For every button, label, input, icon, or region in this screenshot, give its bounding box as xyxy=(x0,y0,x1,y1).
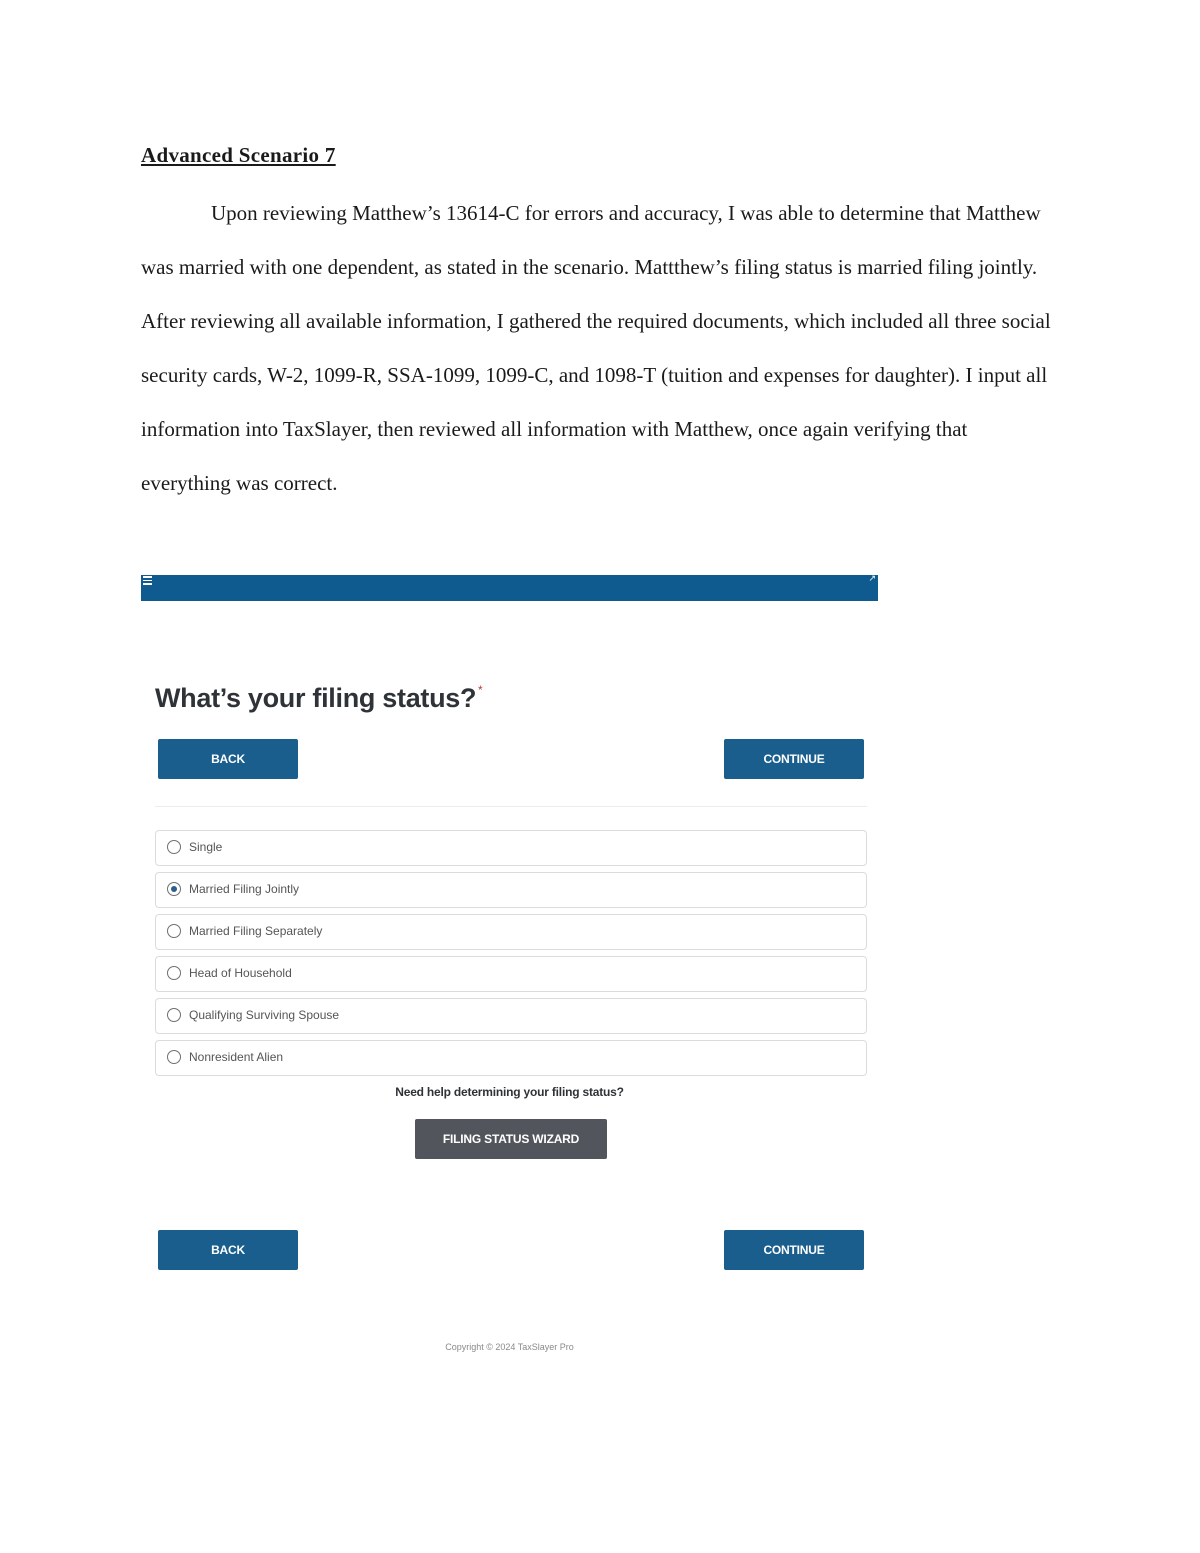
hamburger-menu-icon[interactable] xyxy=(143,576,152,585)
continue-button-bottom[interactable]: CONTINUE xyxy=(724,1230,864,1270)
radio-button[interactable] xyxy=(167,840,181,854)
divider xyxy=(155,806,867,807)
radio-button[interactable] xyxy=(167,1008,181,1022)
required-asterisk: * xyxy=(478,683,483,697)
filing-status-wizard-button[interactable]: FILING STATUS WIZARD xyxy=(415,1119,607,1159)
option-label: Nonresident Alien xyxy=(189,1050,284,1064)
option-label: Single xyxy=(189,840,223,854)
option-label: Head of Household xyxy=(189,966,292,980)
copyright-text: Copyright © 2024 TaxSlayer Pro xyxy=(445,1342,574,1352)
option-qualifying-surviving-spouse[interactable] xyxy=(155,998,867,1034)
document-paragraph: Upon reviewing Matthew’s 13614-C for errors and accuracy, I was able to determine that Matthew was married with one dependent, as stated in the scenario. Mattthew’s filing status is married filing jointly. After reviewing all available information, I gathered the required documents, which included all three social security cards, W-2, 1099-R, SSA-1099, 1099-C, and 1098-T (tuition and expenses for daughter). I input all information into TaxSlayer, then reviewed all information with Matthew, once again verifying that everything was correct. xyxy=(141,201,1051,495)
option-married-filing-jointly[interactable] xyxy=(155,872,867,908)
exit-icon[interactable]: ↗ xyxy=(868,573,876,583)
radio-button[interactable] xyxy=(167,1050,181,1064)
back-button-bottom[interactable]: BACK xyxy=(158,1230,298,1270)
page-title: What’s your filing status? xyxy=(155,683,477,713)
taxslayer-screenshot xyxy=(141,575,878,1355)
option-label: Qualifying Surviving Spouse xyxy=(189,1008,340,1022)
option-single[interactable] xyxy=(155,830,867,866)
option-married-filing-separately[interactable] xyxy=(155,914,867,950)
back-button-top[interactable]: BACK xyxy=(158,739,298,779)
radio-button[interactable] xyxy=(167,924,181,938)
option-nonresident-alien[interactable] xyxy=(155,1040,867,1076)
continue-button-top[interactable]: CONTINUE xyxy=(724,739,864,779)
option-label: Married Filing Jointly xyxy=(189,882,300,896)
document-title: Advanced Scenario 7 xyxy=(141,143,336,167)
option-label: Married Filing Separately xyxy=(189,924,323,938)
help-text: Need help determining your filing status? xyxy=(395,1085,624,1099)
top-navigation-bar xyxy=(141,575,878,601)
radio-button[interactable] xyxy=(167,966,181,980)
radio-button-selected[interactable] xyxy=(167,882,181,896)
filing-status-options xyxy=(155,830,867,1082)
option-head-of-household[interactable] xyxy=(155,956,867,992)
